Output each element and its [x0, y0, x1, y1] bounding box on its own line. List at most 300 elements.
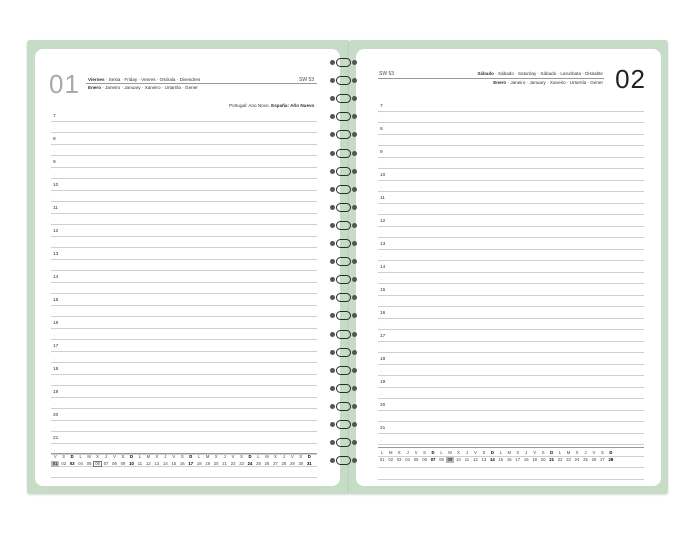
ring-loop: [336, 112, 351, 121]
ring-loop: [336, 221, 351, 230]
binding-ring: [336, 112, 352, 122]
header-divider: [86, 83, 317, 84]
half-hour-dot: ·: [381, 369, 383, 374]
hour-label: 21: [380, 425, 386, 431]
ring-loop: [336, 203, 351, 212]
punch-hole: [330, 422, 335, 427]
hour-row: [51, 110, 317, 122]
hour-label: 19: [53, 389, 59, 395]
binding-ring: [336, 384, 352, 394]
mini-day-letter: J: [223, 454, 226, 459]
hour-label: 20: [53, 412, 59, 418]
hour-label: 7: [380, 103, 383, 109]
half-hour-dot: ·: [381, 346, 383, 351]
mini-date: 03: [396, 457, 402, 462]
mini-day-letter: J: [164, 454, 167, 459]
hour-row: [378, 169, 644, 181]
hour-schedule: [378, 100, 644, 480]
half-hour-dot: ·: [381, 392, 383, 397]
hour-row: [378, 238, 644, 250]
punch-hole: [352, 422, 357, 427]
half-hour-row: [51, 352, 317, 364]
hour-label: 11: [380, 195, 385, 201]
ring-loop: [336, 438, 351, 447]
half-hour-row: [51, 260, 317, 272]
binding-ring: [336, 275, 352, 285]
half-hour-row: [51, 421, 317, 433]
half-hour-row: [378, 135, 644, 147]
mini-calendar-days: [378, 450, 615, 456]
hour-schedule: [51, 110, 317, 490]
binding-ring: [336, 167, 352, 177]
mini-day-letter: S: [601, 450, 604, 455]
mini-date: 28: [608, 457, 614, 462]
binding-ring: [336, 239, 352, 249]
half-hour-dot: ·: [381, 185, 383, 190]
hour-label: 14: [53, 274, 59, 280]
hour-label: 19: [380, 379, 386, 385]
hour-row: [51, 409, 317, 421]
mini-day-letter: M: [205, 454, 210, 459]
hour-row: [51, 386, 317, 398]
hour-label: 17: [53, 343, 59, 349]
half-hour-row: [378, 227, 644, 239]
punch-hole: [330, 404, 335, 409]
half-hour-dot: ·: [381, 162, 383, 167]
mini-day-letter: J: [406, 450, 409, 455]
ring-loop: [336, 293, 351, 302]
ring-loop: [336, 149, 351, 158]
hour-label: 21: [53, 435, 59, 441]
mini-date: 02: [388, 457, 394, 462]
binding-ring: [336, 76, 352, 86]
half-hour-dot: ·: [54, 448, 56, 453]
ring-loop: [336, 257, 351, 266]
punch-hole: [330, 187, 335, 192]
half-hour-row: [51, 283, 317, 295]
punch-hole: [352, 151, 357, 156]
hour-label: 13: [380, 241, 386, 247]
mini-day-letter: D: [129, 454, 133, 459]
mini-date: 16: [506, 457, 512, 462]
half-hour-dot: ·: [381, 116, 383, 121]
half-hour-row: [378, 158, 644, 170]
mini-day-letter: S: [482, 450, 486, 455]
half-hour-dot: ·: [54, 356, 56, 361]
blank-row: [51, 467, 317, 479]
hour-label: 20: [380, 402, 386, 408]
punch-hole: [330, 386, 335, 391]
mini-day-letter: D: [307, 454, 311, 459]
mini-day-letter: S: [121, 454, 125, 459]
punch-hole: [330, 223, 335, 228]
hour-row: [51, 179, 317, 191]
mini-date: 06: [422, 457, 427, 462]
mini-day-letter: L: [499, 450, 502, 455]
mini-date: 08: [439, 457, 444, 462]
half-hour-row: [51, 191, 317, 203]
mini-day-letter: V: [473, 450, 477, 455]
mini-day-letter: D: [189, 454, 193, 459]
binding-ring: [336, 58, 352, 68]
ring-loop: [336, 402, 351, 411]
hour-row: [51, 133, 317, 145]
mini-day-letter: S: [62, 454, 66, 459]
mini-date: 04: [405, 457, 410, 462]
half-hour-row: [51, 398, 317, 410]
hour-label: 16: [53, 320, 59, 326]
half-hour-row: [378, 388, 644, 400]
hour-label: 8: [380, 126, 383, 132]
punch-hole: [352, 205, 357, 210]
ring-loop: [336, 275, 351, 284]
half-hour-row: [51, 214, 317, 226]
hour-label: 12: [380, 218, 386, 224]
mini-date: 13: [154, 461, 160, 466]
half-hour-dot: ·: [381, 323, 383, 328]
ring-loop: [336, 420, 351, 429]
mini-date: 05: [86, 461, 92, 466]
month-names: Enero · Janeiro · January · Xaneiro · Urtarrila · Gener: [493, 80, 603, 85]
mini-date: 15: [498, 457, 504, 462]
half-hour-row: [51, 237, 317, 249]
mini-date: 21: [549, 457, 554, 462]
hour-row: [378, 330, 644, 342]
mini-date: 22: [557, 457, 563, 462]
half-hour-row: [378, 250, 644, 262]
ring-loop: [336, 185, 351, 194]
punch-hole: [352, 332, 357, 337]
mini-day-letter: V: [53, 454, 57, 459]
ring-loop: [336, 311, 351, 320]
hour-row: [378, 123, 644, 135]
ring-loop: [336, 58, 351, 67]
punch-hole: [330, 241, 335, 246]
mini-date: 16: [179, 461, 185, 466]
half-hour-dot: ·: [54, 287, 56, 292]
mini-date: 24: [574, 457, 580, 462]
hour-row: [51, 156, 317, 168]
binding-ring: [336, 420, 352, 430]
mini-day-letter: S: [423, 450, 426, 455]
hour-row: [51, 271, 317, 283]
mini-date: 01: [52, 461, 58, 466]
hour-row: [378, 422, 644, 434]
mini-date: 14: [162, 461, 168, 466]
date-number: 01: [49, 69, 80, 99]
blank-row: [378, 468, 644, 480]
mini-date: 06: [95, 461, 100, 466]
mini-date: 21: [222, 461, 227, 466]
mini-date: 02: [61, 461, 67, 466]
half-hour-dot: ·: [54, 172, 56, 177]
hour-row: [378, 376, 644, 388]
mini-day-letter: V: [414, 450, 418, 455]
mini-day-letter: D: [248, 454, 252, 459]
half-hour-dot: ·: [54, 218, 56, 223]
mini-day-letter: M: [87, 454, 91, 459]
half-hour-dot: ·: [54, 402, 56, 407]
mini-day-letter: S: [299, 454, 303, 459]
binding-ring: [336, 366, 352, 376]
half-hour-dot: ·: [381, 415, 383, 420]
mini-day-letter: X: [274, 454, 277, 459]
binding-ring: [336, 456, 352, 466]
hour-label: 17: [380, 333, 386, 339]
hour-row: [378, 353, 644, 365]
hour-label: 10: [380, 172, 386, 178]
mini-day-letter: D: [70, 454, 74, 459]
date-number: 02: [615, 64, 646, 94]
hour-label: 7: [53, 113, 56, 119]
mini-date: 15: [171, 461, 177, 466]
mini-day-letter: S: [240, 454, 243, 459]
hour-label: 9: [53, 159, 56, 165]
half-hour-row: [378, 273, 644, 285]
half-hour-dot: ·: [54, 149, 56, 154]
mini-date: 27: [600, 457, 605, 462]
mini-date: 13: [481, 457, 487, 462]
half-hour-dot: ·: [54, 126, 56, 131]
mini-date: 19: [205, 461, 210, 466]
mini-day-letter: M: [388, 450, 393, 455]
mini-date: 23: [239, 461, 244, 466]
hour-label: 9: [380, 149, 383, 155]
mini-date: 27: [273, 461, 278, 466]
left-page: [35, 49, 340, 486]
half-hour-row: [51, 145, 317, 157]
half-hour-row: [51, 306, 317, 318]
hour-row: [378, 215, 644, 227]
mini-date: 18: [196, 461, 202, 466]
mini-day-letter: M: [146, 454, 151, 459]
mini-date: 14: [489, 457, 495, 462]
hour-row: [378, 284, 644, 296]
half-hour-dot: ·: [54, 425, 56, 430]
mini-day-letter: L: [558, 450, 562, 455]
half-hour-row: [51, 329, 317, 341]
hour-row: [51, 340, 317, 352]
mini-date: 04: [78, 461, 83, 466]
mini-day-letter: D: [609, 450, 613, 455]
mini-date: 29: [290, 461, 295, 466]
mini-day-letter: D: [550, 450, 554, 455]
mini-date: 12: [146, 461, 151, 466]
ring-loop: [336, 330, 351, 339]
week-label: SW 53: [299, 77, 315, 83]
mini-day-letter: S: [180, 454, 184, 459]
mini-day-letter: L: [79, 454, 82, 459]
mini-date: 22: [230, 461, 236, 466]
punch-hole: [352, 368, 357, 373]
punch-hole: [352, 350, 357, 355]
mini-date: 07: [430, 457, 436, 462]
mini-date: 20: [540, 457, 546, 462]
mini-day-letter: L: [381, 450, 384, 455]
mini-date: 28: [281, 461, 287, 466]
mini-date: 18: [523, 457, 529, 462]
binding-ring: [336, 348, 352, 358]
half-hour-row: [378, 365, 644, 377]
mini-day-letter: M: [507, 450, 512, 455]
mini-date: 30: [298, 461, 304, 466]
hour-label: 13: [53, 251, 59, 257]
mini-calendar-dates: [378, 457, 615, 463]
half-hour-dot: ·: [381, 277, 383, 282]
day-names: Sábado · Sábado · Saturday · Sábado · Larunbata · Dissabte: [477, 71, 603, 76]
mini-date: 01: [379, 457, 385, 462]
half-hour-row: [378, 342, 644, 354]
half-hour-dot: ·: [54, 195, 56, 200]
mini-date: 03: [69, 461, 75, 466]
holiday-note: Portugal: Ano Novo. España: Año Nuevo: [229, 103, 315, 108]
ring-loop: [336, 348, 351, 357]
punch-hole: [330, 169, 335, 174]
mini-day-letter: S: [541, 450, 545, 455]
ring-loop: [336, 94, 351, 103]
mini-day-letter: V: [592, 450, 596, 455]
mini-day-letter: J: [465, 450, 468, 455]
hour-row: [378, 192, 644, 204]
mini-day-letter: X: [397, 450, 401, 455]
binding-ring: [336, 402, 352, 412]
mini-day-letter: V: [172, 454, 176, 459]
hour-row: [378, 146, 644, 158]
mini-day-letter: M: [265, 454, 269, 459]
month-names: Enero · Janeiro · January · Xaneiro · Urtarrila · Gener: [88, 85, 198, 90]
punch-hole: [352, 60, 357, 65]
mini-day-letter: L: [138, 454, 142, 459]
mini-day-letter: X: [457, 450, 460, 455]
mini-date: 07: [103, 461, 109, 466]
ring-loop: [336, 456, 351, 465]
half-hour-dot: ·: [381, 139, 383, 144]
hour-row: [51, 317, 317, 329]
mini-day-letter: J: [282, 454, 285, 459]
binding-ring: [336, 130, 352, 140]
day-names: Viernes · Sexta · Friday · Venres · Ostirala · Divendres: [88, 77, 201, 82]
hour-row: [51, 363, 317, 375]
header-divider: [378, 78, 604, 79]
binding-ring: [336, 185, 352, 195]
half-hour-row: [378, 112, 644, 124]
mini-date: 05: [413, 457, 419, 462]
hour-label: 18: [380, 356, 386, 362]
blank-row: [51, 478, 317, 490]
half-hour-row: [378, 296, 644, 308]
half-hour-dot: ·: [381, 231, 383, 236]
punch-hole: [352, 386, 357, 391]
mini-day-letter: D: [431, 450, 435, 455]
ring-loop: [336, 239, 351, 248]
mini-day-letter: J: [105, 454, 108, 459]
hour-row: [378, 307, 644, 319]
mini-date: 09: [447, 457, 453, 462]
hour-row: [378, 100, 644, 112]
hour-label: 14: [380, 264, 386, 270]
mini-day-letter: X: [575, 450, 579, 455]
binding-ring: [336, 257, 352, 267]
punch-hole: [352, 169, 357, 174]
mini-day-letter: M: [448, 450, 452, 455]
mini-day-letter: X: [96, 454, 99, 459]
binding-ring: [336, 149, 352, 159]
binding-ring: [336, 293, 352, 303]
hour-row: [51, 432, 317, 444]
mini-date: 19: [532, 457, 537, 462]
ring-loop: [336, 76, 351, 85]
hour-row: [378, 399, 644, 411]
hour-row: [51, 225, 317, 237]
half-hour-dot: ·: [54, 264, 56, 269]
punch-hole: [330, 332, 335, 337]
mini-day-letter: L: [440, 450, 443, 455]
half-hour-dot: ·: [54, 333, 56, 338]
half-hour-row: [378, 204, 644, 216]
mini-date: 09: [120, 461, 126, 466]
mini-date: 26: [591, 457, 597, 462]
ring-loop: [336, 366, 351, 375]
mini-calendar-days: [51, 454, 314, 460]
mini-date: 31: [306, 461, 312, 466]
mini-date: 25: [583, 457, 588, 462]
mini-day-letter: V: [290, 454, 294, 459]
hour-label: 16: [380, 310, 386, 316]
hour-label: 10: [53, 182, 59, 188]
binding-ring: [336, 311, 352, 321]
half-hour-dot: ·: [381, 208, 383, 213]
mini-date: 17: [515, 457, 521, 462]
punch-hole: [330, 205, 335, 210]
hour-label: 12: [53, 228, 59, 234]
hour-row: [51, 202, 317, 214]
half-hour-dot: ·: [54, 379, 56, 384]
binding-ring: [336, 203, 352, 213]
mini-date: 25: [256, 461, 261, 466]
mini-date: 10: [456, 457, 461, 462]
mini-day-letter: L: [198, 454, 201, 459]
mini-day-letter: L: [257, 454, 260, 459]
mini-day-letter: X: [214, 454, 218, 459]
half-hour-dot: ·: [381, 438, 383, 443]
punch-hole: [330, 60, 335, 65]
mini-day-letter: V: [231, 454, 235, 459]
punch-hole: [352, 223, 357, 228]
hour-label: 15: [53, 297, 59, 303]
hour-row: [51, 294, 317, 306]
mini-calendar-divider: [378, 447, 644, 448]
half-hour-dot: ·: [381, 300, 383, 305]
punch-hole: [352, 241, 357, 246]
half-hour-row: [378, 181, 644, 193]
ring-loop: [336, 130, 351, 139]
hour-label: 18: [53, 366, 59, 372]
mini-date: 11: [137, 461, 143, 466]
punch-hole: [330, 368, 335, 373]
binding-ring: [336, 94, 352, 104]
punch-hole: [352, 404, 357, 409]
half-hour-row: [51, 168, 317, 180]
mini-day-letter: V: [533, 450, 537, 455]
mini-date: 17: [188, 461, 194, 466]
mini-date: 12: [473, 457, 478, 462]
half-hour-row: [378, 319, 644, 331]
punch-hole: [330, 151, 335, 156]
half-hour-row: [378, 411, 644, 423]
half-hour-dot: ·: [381, 254, 383, 259]
ring-loop: [336, 167, 351, 176]
half-hour-row: [51, 122, 317, 134]
